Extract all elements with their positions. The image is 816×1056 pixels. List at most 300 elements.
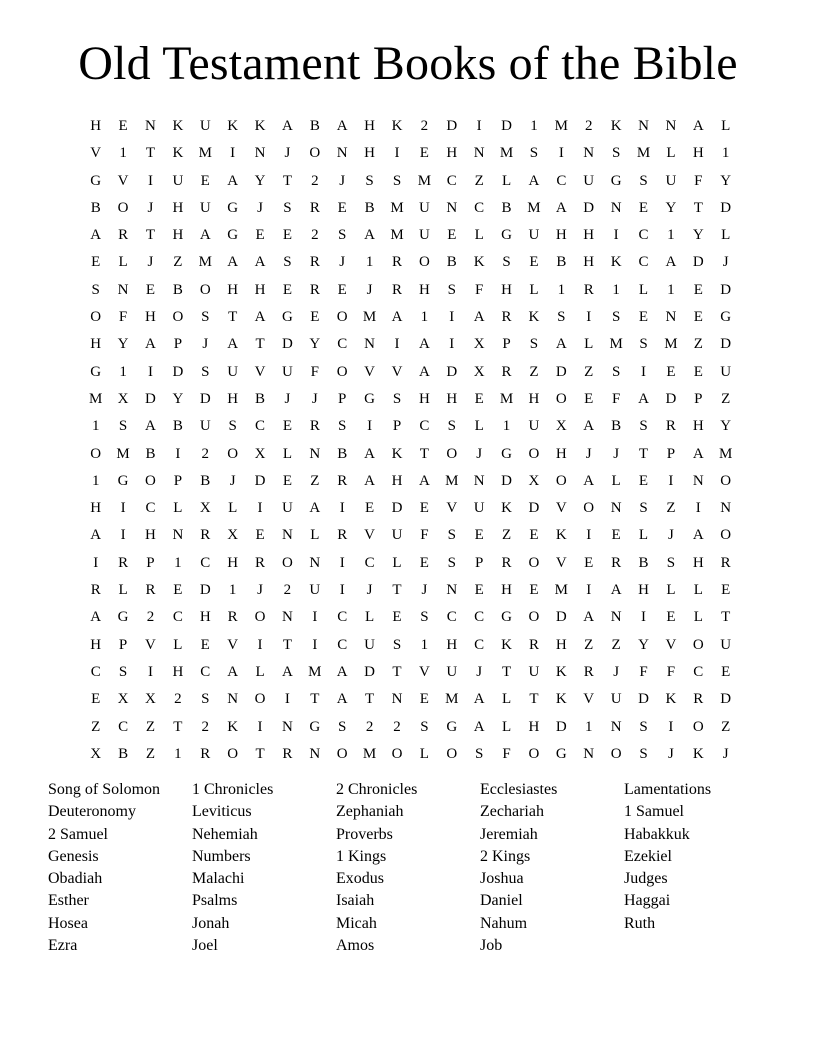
grid-letter: X xyxy=(555,418,567,435)
grid-letter: S xyxy=(201,309,210,326)
grid-letter: S xyxy=(639,500,648,517)
grid-letter: B xyxy=(364,199,375,216)
grid-letter: N xyxy=(254,145,266,162)
grid-letter: O xyxy=(227,445,239,462)
grid-letter: A xyxy=(145,336,156,353)
grid-letter: D xyxy=(555,363,567,380)
grid-letter: O xyxy=(391,745,403,762)
grid-letter: J xyxy=(667,527,674,544)
grid-letter: N xyxy=(309,445,321,462)
grid-letter: R xyxy=(118,554,129,571)
grid-letter: 2 xyxy=(146,609,155,626)
grid-letter: R xyxy=(309,281,320,298)
grid-letter: K xyxy=(610,254,622,271)
grid-letter: L xyxy=(666,145,676,162)
grid-letter: H xyxy=(501,582,512,599)
grid-letter: Z xyxy=(145,745,156,762)
grid-letter: I xyxy=(312,609,318,626)
grid-letter: R xyxy=(501,554,512,571)
grid-letter: I xyxy=(339,500,345,517)
word-bank-item: Joshua xyxy=(480,870,524,888)
grid-letter: O xyxy=(172,309,184,326)
grid-letter: P xyxy=(474,554,484,571)
grid-letter: C xyxy=(556,172,567,189)
grid-letter: T xyxy=(501,663,512,680)
grid-letter: Y xyxy=(692,227,704,244)
grid-letter: Y xyxy=(720,418,732,435)
grid-letter: D xyxy=(583,199,595,216)
grid-letter: A xyxy=(583,418,595,435)
grid-letter: S xyxy=(338,718,347,735)
word-bank-item: Joel xyxy=(192,937,218,955)
grid-letter: V xyxy=(583,691,595,708)
grid-letter: E xyxy=(200,172,210,189)
grid-letter: Z xyxy=(584,636,594,653)
grid-letter: O xyxy=(254,691,266,708)
grid-letter: O xyxy=(528,554,540,571)
grid-letter: L xyxy=(419,745,429,762)
grid-letter: K xyxy=(555,691,567,708)
grid-letter: K xyxy=(227,118,239,134)
grid-letter: I xyxy=(257,500,263,517)
grid-letter: K xyxy=(172,118,184,134)
grid-letter: L xyxy=(584,336,594,353)
grid-letter: E xyxy=(282,281,293,298)
grid-letter: J xyxy=(421,582,428,599)
grid-letter: S xyxy=(639,336,648,353)
grid-letter: R xyxy=(118,227,129,244)
grid-letter: D xyxy=(720,336,732,353)
grid-letter: I xyxy=(147,172,153,189)
grid-letter: Z xyxy=(173,254,183,271)
grid-letter: S xyxy=(392,390,402,407)
grid-letter: C xyxy=(474,636,485,653)
grid-letter: E xyxy=(419,145,429,162)
grid-letter: E xyxy=(666,609,676,626)
grid-letter: B xyxy=(446,254,457,271)
grid-letter: E xyxy=(474,390,484,407)
grid-letter: R xyxy=(611,554,622,571)
grid-letter: X xyxy=(473,363,485,380)
grid-letter: H xyxy=(172,199,184,216)
grid-letter: H xyxy=(692,418,704,435)
grid-letter: U xyxy=(446,663,458,680)
grid-letter: R xyxy=(501,309,512,326)
grid-letter: X xyxy=(90,745,102,762)
grid-letter: E xyxy=(91,254,101,271)
grid-letter: O xyxy=(282,554,293,571)
grid-letter: 1 xyxy=(420,309,429,326)
grid-letter: O xyxy=(418,254,430,271)
grid-letter: H xyxy=(145,527,156,544)
grid-letter: T xyxy=(693,199,703,216)
grid-letter: S xyxy=(201,691,210,708)
grid-letter: G xyxy=(501,609,512,626)
grid-letter: A xyxy=(555,336,567,353)
grid-letter: U xyxy=(309,582,321,599)
grid-letter: J xyxy=(257,582,263,599)
grid-letter: L xyxy=(474,418,484,435)
grid-letter: 1 xyxy=(91,472,100,489)
grid-letter: D xyxy=(364,663,376,680)
grid-letter: N xyxy=(665,118,677,134)
grid-letter: O xyxy=(692,636,704,653)
grid-letter: A xyxy=(692,445,704,462)
grid-letter: N xyxy=(364,336,376,353)
grid-letter: U xyxy=(282,500,293,517)
grid-letter: K xyxy=(555,663,567,680)
grid-letter: L xyxy=(721,227,731,244)
grid-letter: A xyxy=(199,227,211,244)
grid-letter: A xyxy=(336,663,348,680)
grid-letter: A xyxy=(336,118,348,134)
grid-letter: S xyxy=(420,718,429,735)
grid-letter: U xyxy=(391,527,403,544)
grid-letter: R xyxy=(200,745,211,762)
grid-letter: H xyxy=(199,609,211,626)
grid-letter: S xyxy=(420,609,429,626)
grid-letter: A xyxy=(90,527,102,544)
grid-letter: S xyxy=(447,281,456,298)
grid-letter: D xyxy=(254,472,266,489)
grid-letter: N xyxy=(692,472,704,489)
grid-letter: O xyxy=(199,281,211,298)
grid-letter: E xyxy=(419,554,429,571)
grid-letter: G xyxy=(90,363,102,380)
grid-letter: S xyxy=(611,145,621,162)
grid-letter: K xyxy=(391,445,403,462)
grid-letter: V xyxy=(145,636,156,653)
grid-letter: K xyxy=(473,254,485,271)
grid-letter: X xyxy=(473,336,485,353)
grid-letter: C xyxy=(693,663,704,680)
grid-letter: N xyxy=(583,145,595,162)
grid-letter: C xyxy=(364,554,375,571)
grid-letter: X xyxy=(528,472,540,489)
grid-letter: M xyxy=(362,309,377,326)
grid-letter: D xyxy=(199,582,211,599)
grid-letter: E xyxy=(200,636,210,653)
grid-letter: A xyxy=(528,172,540,189)
grid-letter: N xyxy=(638,118,649,134)
grid-letter: 2 xyxy=(311,172,319,189)
grid-letter: H xyxy=(227,281,239,298)
grid-letter: D xyxy=(501,472,512,489)
grid-letter: L xyxy=(310,527,320,544)
grid-letter: C xyxy=(200,554,211,571)
grid-letter: K xyxy=(501,636,512,653)
grid-letter: J xyxy=(202,336,209,353)
grid-letter: T xyxy=(228,309,238,326)
grid-letter: K xyxy=(555,527,567,544)
grid-letter: R xyxy=(337,527,348,544)
grid-letter: R xyxy=(200,527,211,544)
grid-letter: T xyxy=(173,718,183,735)
grid-letter: 2 xyxy=(201,445,209,462)
grid-letter: U xyxy=(720,363,732,380)
grid-letter: F xyxy=(502,745,511,762)
grid-letter: E xyxy=(91,691,101,708)
grid-letter: O xyxy=(90,445,102,462)
grid-letter: F xyxy=(611,390,621,407)
grid-letter: V xyxy=(446,500,458,517)
grid-letter: Y xyxy=(309,336,321,353)
word-bank-item: Jonah xyxy=(192,914,230,932)
grid-letter: I xyxy=(120,500,126,517)
grid-letter: J xyxy=(229,472,236,489)
grid-letter: V xyxy=(364,527,376,544)
word-bank-item: Jeremiah xyxy=(480,825,538,843)
grid-letter: L xyxy=(638,527,649,544)
grid-letter: 1 xyxy=(91,418,100,435)
grid-letter: N xyxy=(282,609,293,626)
grid-letter: U xyxy=(172,172,184,189)
grid-letter: 1 xyxy=(502,418,511,435)
grid-letter: M xyxy=(554,118,568,134)
word-bank-item: Leviticus xyxy=(192,803,252,821)
grid-letter: A xyxy=(254,309,266,326)
grid-letter: E xyxy=(638,199,649,216)
grid-letter: S xyxy=(639,418,648,435)
grid-letter: M xyxy=(499,390,514,407)
grid-letter: Z xyxy=(91,718,101,735)
grid-letter: E xyxy=(337,281,347,298)
grid-letter: X xyxy=(117,390,129,407)
grid-letter: I xyxy=(257,718,263,735)
grid-letter: O xyxy=(145,472,156,489)
grid-letter: Y xyxy=(665,199,677,216)
grid-letter: A xyxy=(309,500,321,517)
grid-letter: E xyxy=(337,199,347,216)
grid-letter: F xyxy=(694,172,703,189)
word-bank-item: 1 Kings xyxy=(336,847,387,865)
grid-letter: S xyxy=(392,636,402,653)
grid-letter: O xyxy=(309,145,321,162)
grid-letter: R xyxy=(583,663,594,680)
grid-letter: H xyxy=(446,636,458,653)
word-bank-item: Daniel xyxy=(480,892,523,910)
word-bank-item: 1 Samuel xyxy=(624,803,684,821)
grid-letter: H xyxy=(555,227,567,244)
grid-letter: O xyxy=(336,309,348,326)
grid-letter: V xyxy=(391,363,403,380)
grid-letter: M xyxy=(198,254,212,271)
grid-letter: K xyxy=(610,118,622,134)
grid-letter: T xyxy=(392,582,402,599)
grid-letter: E xyxy=(282,418,293,435)
grid-letter: V xyxy=(227,636,239,653)
grid-letter: B xyxy=(255,390,266,407)
grid-letter: H xyxy=(364,118,376,134)
grid-letter: J xyxy=(722,254,729,271)
grid-letter: R xyxy=(255,554,266,571)
grid-letter: S xyxy=(91,281,100,298)
grid-letter: C xyxy=(145,500,156,517)
grid-letter: N xyxy=(473,145,485,162)
grid-letter: X xyxy=(227,527,239,544)
word-bank-item: Psalms xyxy=(192,892,238,910)
grid-letter: J xyxy=(311,390,318,407)
grid-letter: A xyxy=(583,609,595,626)
grid-letter: N xyxy=(665,309,677,326)
grid-letter: D xyxy=(555,609,567,626)
grid-letter: A xyxy=(473,718,485,735)
grid-letter: L xyxy=(501,718,512,735)
grid-letter: K xyxy=(528,309,540,326)
grid-letter: I xyxy=(613,227,619,244)
grid-letter: T xyxy=(392,663,402,680)
grid-letter: E xyxy=(255,227,265,244)
grid-letter: N xyxy=(610,718,622,735)
grid-letter: U xyxy=(473,500,485,517)
grid-letter: Z xyxy=(145,718,156,735)
grid-letter: I xyxy=(147,363,153,380)
grid-letter: A xyxy=(473,309,485,326)
grid-letter: D xyxy=(282,336,293,353)
grid-letter: U xyxy=(418,227,430,244)
grid-letter: N xyxy=(391,691,403,708)
grid-letter: H xyxy=(254,281,266,298)
grid-letter: E xyxy=(529,527,539,544)
grid-letter: I xyxy=(668,472,674,489)
grid-letter: I xyxy=(93,554,99,571)
grid-letter: C xyxy=(337,336,348,353)
grid-letter: S xyxy=(118,663,128,680)
grid-letter: D xyxy=(199,390,211,407)
grid-letter: H xyxy=(583,227,595,244)
word-bank-item: Isaiah xyxy=(336,892,375,910)
grid-letter: L xyxy=(693,609,703,626)
grid-letter: H xyxy=(446,390,458,407)
word-bank-item: Judges xyxy=(624,870,668,888)
grid-letter: V xyxy=(117,172,129,189)
grid-letter: S xyxy=(639,745,648,762)
grid-letter: O xyxy=(446,445,458,462)
grid-letter: J xyxy=(339,254,346,271)
grid-letter: V xyxy=(90,145,102,162)
grid-letter: 1 xyxy=(174,745,182,762)
grid-letter: C xyxy=(419,418,430,435)
grid-letter: J xyxy=(147,254,154,271)
grid-letter: A xyxy=(418,363,430,380)
grid-letter: I xyxy=(394,336,400,353)
grid-letter: S xyxy=(639,172,648,189)
grid-letter: S xyxy=(283,199,292,216)
grid-letter: O xyxy=(528,745,540,762)
grid-letter: M xyxy=(609,336,623,353)
grid-letter: H xyxy=(501,281,512,298)
grid-letter: N xyxy=(145,118,156,134)
grid-letter: D xyxy=(172,363,184,380)
grid-letter: N xyxy=(610,199,622,216)
grid-letter: L xyxy=(392,554,402,571)
grid-letter: N xyxy=(282,718,293,735)
grid-letter: J xyxy=(284,145,291,162)
grid-letter: U xyxy=(364,636,376,653)
grid-letter: A xyxy=(227,663,239,680)
grid-letter: B xyxy=(337,445,348,462)
grid-letter: M xyxy=(636,145,651,162)
grid-letter: N xyxy=(172,527,184,544)
grid-letter: 2 xyxy=(393,718,401,735)
grid-letter: E xyxy=(584,554,594,571)
grid-letter: T xyxy=(145,145,156,162)
grid-letter: A xyxy=(254,254,266,271)
grid-letter: 2 xyxy=(283,582,292,599)
grid-letter: 2 xyxy=(311,227,319,244)
word-bank-item: Esther xyxy=(48,892,89,910)
grid-letter: J xyxy=(284,390,291,407)
grid-letter: R xyxy=(309,418,320,435)
grid-letter: L xyxy=(611,472,621,489)
grid-letter: R xyxy=(145,582,156,599)
grid-letter: U xyxy=(528,418,540,435)
grid-letter: A xyxy=(145,418,156,435)
grid-letter: A xyxy=(610,582,622,599)
grid-letter: P xyxy=(146,554,155,571)
grid-letter: J xyxy=(667,745,674,762)
grid-letter: O xyxy=(610,745,622,762)
grid-letter: J xyxy=(339,172,346,189)
grid-letter: L xyxy=(666,582,676,599)
grid-letter: H xyxy=(418,281,430,298)
grid-letter: U xyxy=(665,172,677,189)
grid-letter: H xyxy=(90,118,102,134)
grid-letter: O xyxy=(528,609,540,626)
grid-letter: S xyxy=(365,172,374,189)
grid-letter: C xyxy=(474,609,485,626)
grid-letter: S xyxy=(338,227,347,244)
grid-letter: C xyxy=(255,418,266,435)
grid-letter: G xyxy=(227,199,239,216)
grid-letter: K xyxy=(172,145,184,162)
word-bank-item: Lamentations xyxy=(624,781,712,798)
grid-letter: T xyxy=(419,445,429,462)
grid-letter: I xyxy=(668,718,674,735)
grid-letter: C xyxy=(172,609,183,626)
grid-letter: T xyxy=(282,172,293,189)
grid-letter: E xyxy=(255,527,265,544)
grid-letter: O xyxy=(720,472,732,489)
grid-letter: H xyxy=(446,145,458,162)
word-bank-item: Song of Solomon xyxy=(48,781,161,798)
word-bank-item: Obadiah xyxy=(48,870,103,888)
grid-letter: Z xyxy=(693,336,703,353)
word-bank-item: Malachi xyxy=(192,870,245,888)
grid-letter: P xyxy=(392,418,402,435)
grid-letter: T xyxy=(529,691,539,708)
grid-letter: O xyxy=(583,500,595,517)
grid-letter: U xyxy=(610,691,622,708)
grid-letter: D xyxy=(145,390,156,407)
grid-letter: M xyxy=(417,172,432,189)
grid-letter: S xyxy=(474,745,484,762)
grid-letter: G xyxy=(501,445,512,462)
grid-letter: E xyxy=(721,663,731,680)
grid-letter: T xyxy=(638,445,649,462)
word-bank-item: Amos xyxy=(336,937,375,955)
grid-letter: L xyxy=(173,500,183,517)
grid-letter: I xyxy=(449,309,455,326)
grid-letter: B xyxy=(501,199,512,216)
grid-letter: S xyxy=(557,309,566,326)
grid-letter: E xyxy=(118,118,128,134)
grid-letter: E xyxy=(392,609,402,626)
grid-letter: I xyxy=(175,445,181,462)
grid-letter: Y xyxy=(172,390,184,407)
grid-letter: D xyxy=(692,254,704,271)
grid-letter: A xyxy=(583,472,595,489)
